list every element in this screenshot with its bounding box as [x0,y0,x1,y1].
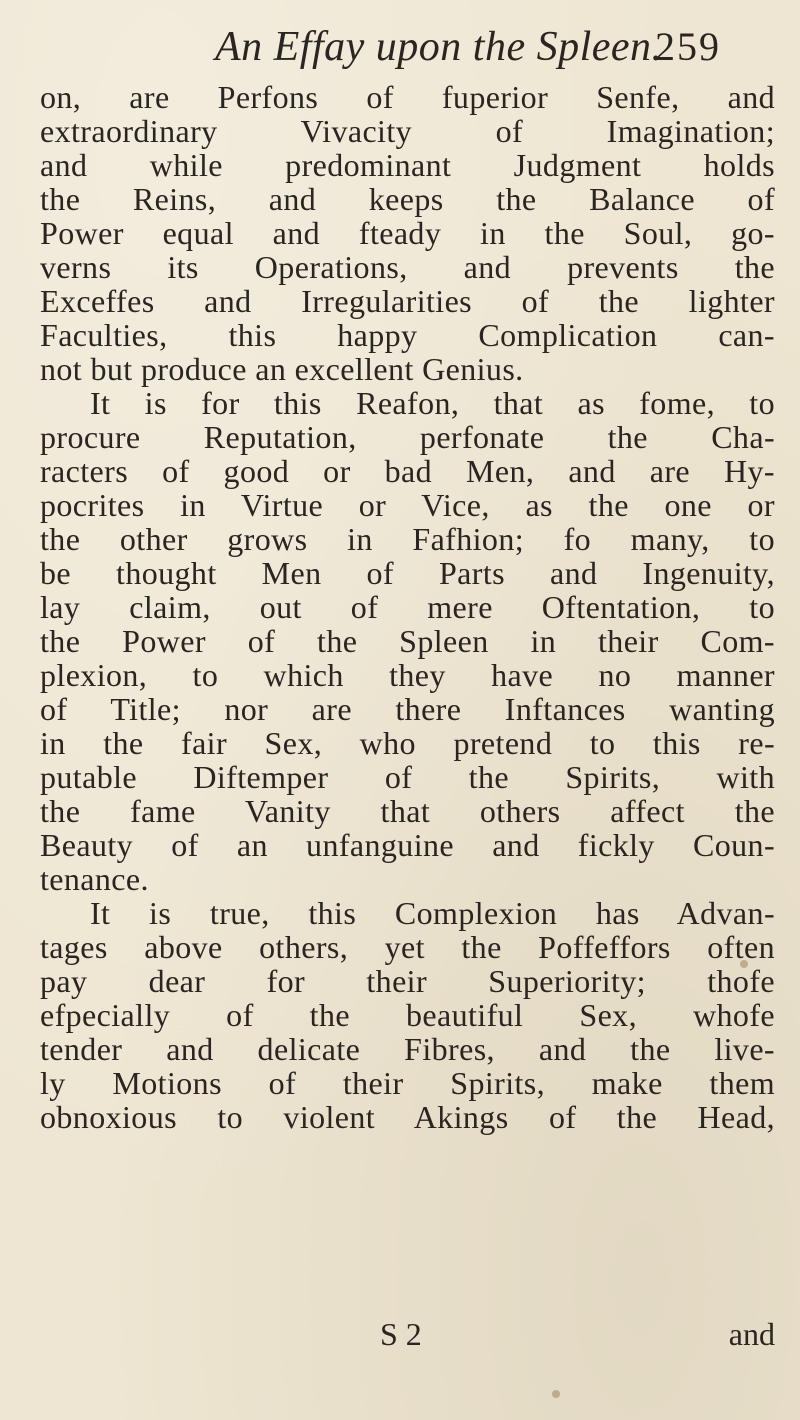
body-text [40,80,775,1134]
paragraph-start-line: It is true, this Complexion has Advan- [90,895,775,931]
text-line: efpecially of the beautiful Sex, whofe [40,997,775,1033]
text-line: of Title; nor are there Inftances wanting [40,691,775,727]
text-line: tenance. [40,861,149,897]
page-number: 259 [655,24,721,69]
text-line: Faculties, this happy Complication can- [40,317,775,353]
text-line: pay dear for their Superiority; thofe [40,963,775,999]
text-line: on, are Perfons of fuperior Senfe, and [40,79,775,115]
text-line: procure Reputation, perfonate the Cha- [40,419,775,455]
text-line: Power equal and fteady in the Soul, go- [40,215,775,251]
text-line: verns its Operations, and prevents the [40,249,775,285]
catchword: and [728,1316,775,1352]
text-line: the Power of the Spleen in their Com- [40,623,775,659]
text-line: in the fair Sex, who pretend to this re- [40,725,775,761]
text-line: be thought Men of Parts and Ingenuity, [40,555,775,591]
signature-mark: S 2 [380,1316,422,1352]
running-head: An Effay upon the Spleen. [215,24,663,70]
text-line: pocrites in Virtue or Vice, as the one or [40,487,775,523]
text-line: racters of good or bad Men, and are Hy- [40,453,775,489]
paper-speck [740,960,748,968]
text-line: extraordinary Vivacity of Imagination; [40,113,775,149]
text-line: the other grows in Fafhion; fo many, to [40,521,775,557]
paper-speck [552,1390,560,1398]
page-footer [40,1314,775,1354]
text-line: tages above others, yet the Poffeffors often [40,929,775,965]
text-line: ly Motions of their Spirits, make them [40,1065,775,1101]
text-line: the fame Vanity that others affect the [40,793,775,829]
text-line: tender and delicate Fibres, and the live- [40,1031,775,1067]
text-line: Exceffes and Irregularities of the lighter [40,283,775,319]
paragraph-start-line: It is for this Reafon, that as fome, to [90,385,775,421]
text-line: Beauty of an unfanguine and fickly Coun- [40,827,775,863]
text-line: obnoxious to violent Akings of the Head, [40,1099,775,1135]
text-line: putable Diftemper of the Spirits, with [40,759,775,795]
text-line: lay claim, out of mere Oftentation, to [40,589,775,625]
text-line: the Reins, and keeps the Balance of [40,181,775,217]
text-line: not but produce an excellent Genius. [40,351,524,387]
text-line: and while predominant Judgment holds [40,147,775,183]
text-line: plexion, to which they have no manner [40,657,775,693]
